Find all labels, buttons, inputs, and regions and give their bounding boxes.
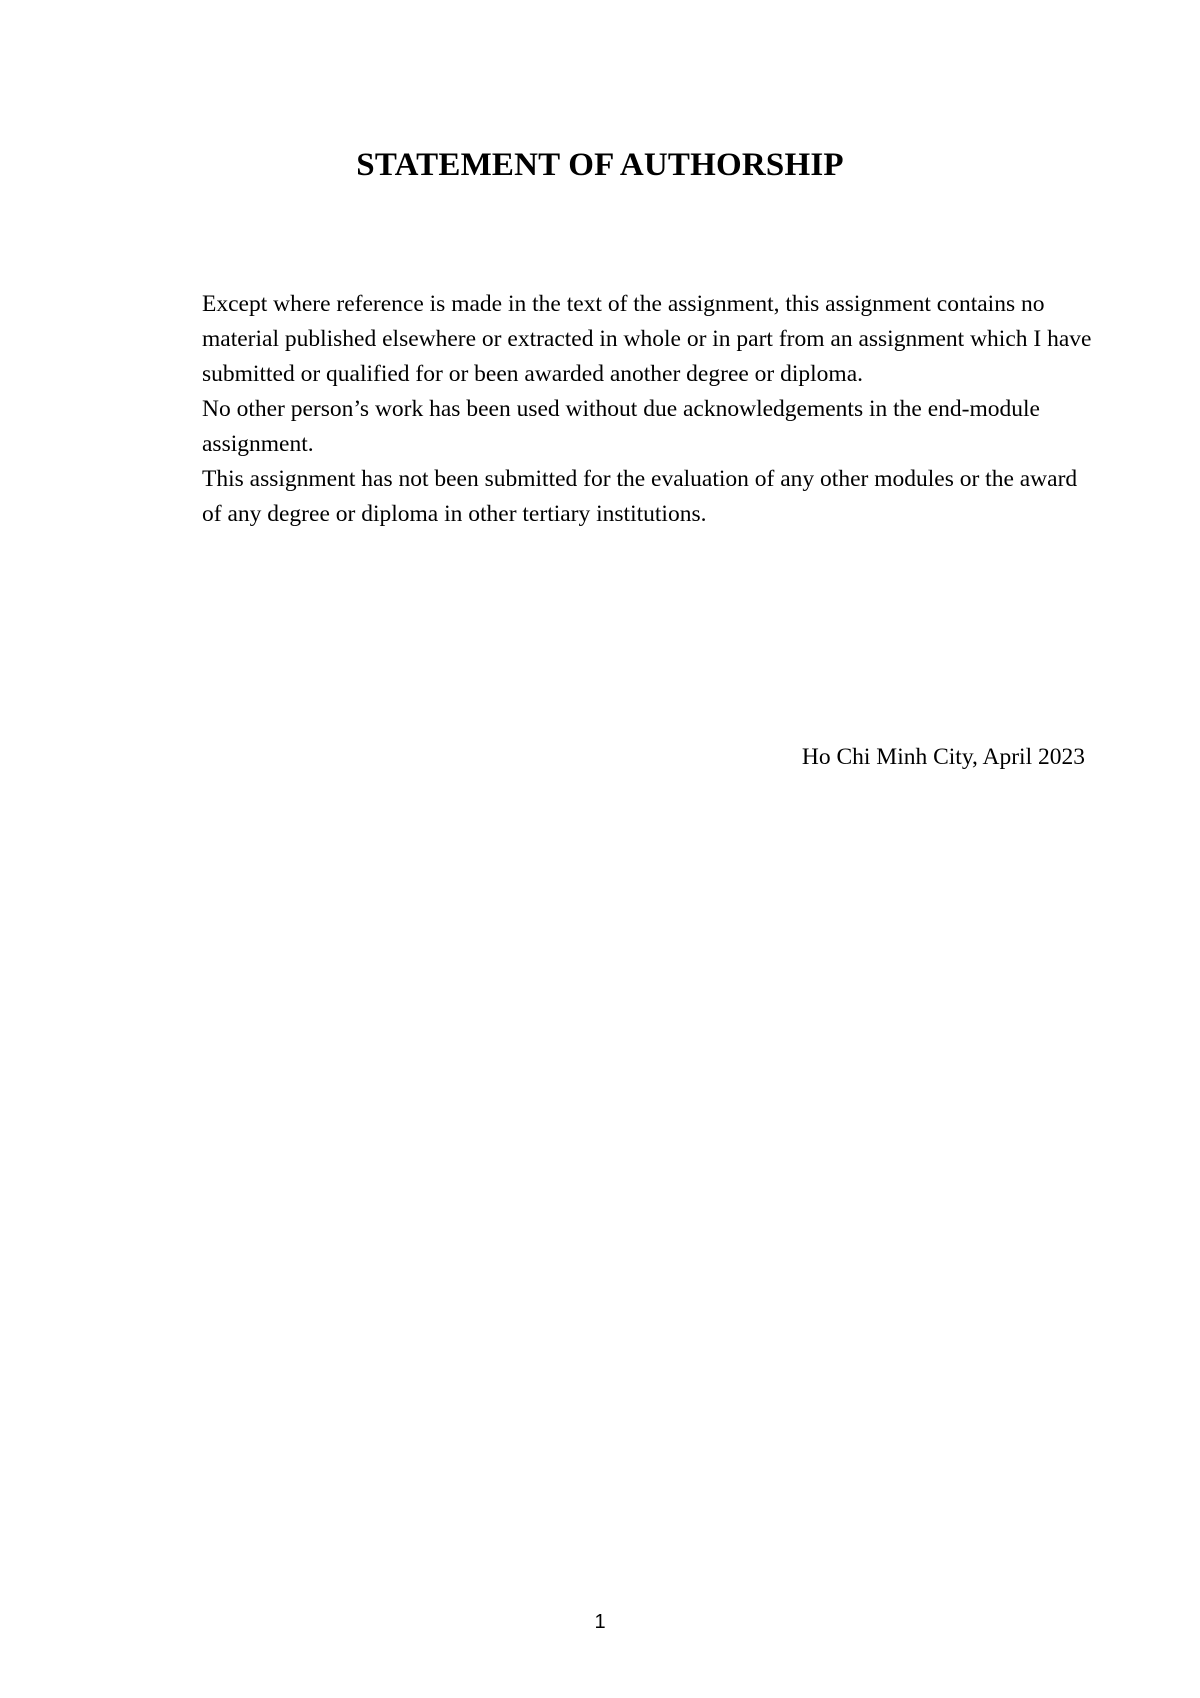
place-date: Ho Chi Minh City, April 2023 xyxy=(801,744,1085,770)
paragraph-reference: Except where reference is made in the text of the assignment, this assignment contains no material published elsewhere or extracted in whole or in part from an assignment which I have submitted or qualified for or been awarded another degree or diploma. xyxy=(202,291,1092,387)
page-title: STATEMENT OF AUTHORSHIP xyxy=(356,147,844,183)
paragraph-submission: This assignment has not been submitted for the evaluation of any other modules or the award of any degree or diploma in other tertiary institutions. xyxy=(202,466,1078,527)
paragraph-acknowledgement: No other person’s work has been used without due acknowledgements in the end-module assignment. xyxy=(202,396,1040,457)
page-number: 1 xyxy=(594,1611,606,1633)
statement-body xyxy=(202,287,1092,532)
